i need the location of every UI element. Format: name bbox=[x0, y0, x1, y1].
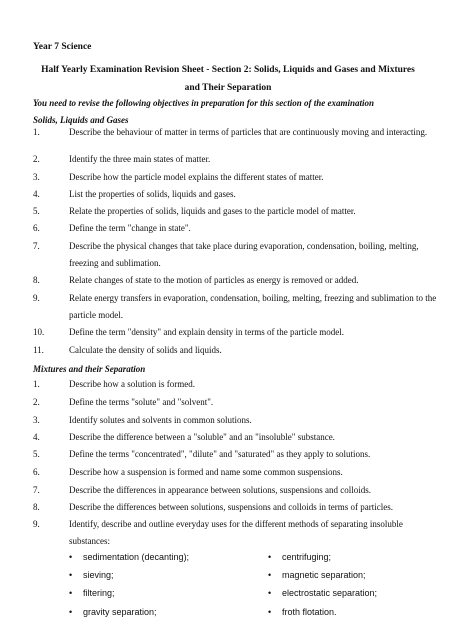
item-text: Define the terms "solute" and "solvent". bbox=[69, 397, 214, 407]
item-text: Describe how the particle model explains the different states of matter. bbox=[69, 172, 324, 182]
bullet-icon: • bbox=[268, 570, 272, 580]
item-number: 7. bbox=[33, 241, 40, 251]
bullet-text: sieving; bbox=[83, 570, 114, 580]
item-text: Define the term "change in state". bbox=[69, 223, 191, 233]
item-number: 3. bbox=[33, 415, 40, 425]
item-number: 9. bbox=[33, 293, 40, 303]
item-text: Identify solutes and solvents in common solutions. bbox=[69, 415, 252, 425]
item-number: 9. bbox=[33, 519, 40, 529]
item-number: 5. bbox=[33, 206, 40, 216]
item-text: Calculate the density of solids and liquids. bbox=[69, 345, 222, 355]
bullet-text: electrostatic separation; bbox=[282, 588, 378, 598]
item-text: Identify the three main states of matter. bbox=[69, 154, 211, 164]
item-text: Describe the behaviour of matter in terms of particles that are continuously moving and interacting. bbox=[69, 127, 428, 137]
item-text: List the properties of solids, liquids and gases. bbox=[69, 189, 236, 199]
item-text: Identify, describe and outline everyday uses for the different methods of separating insoluble substances: bbox=[69, 519, 403, 546]
bullet-icon: • bbox=[268, 552, 272, 562]
item-text: Define the term "density" and explain density in terms of the particle model. bbox=[69, 327, 345, 337]
item-number: 6. bbox=[33, 467, 40, 477]
item-number: 8. bbox=[33, 275, 40, 285]
item-number: 1. bbox=[33, 379, 40, 389]
bullet-icon: • bbox=[268, 588, 272, 598]
item-text: Relate the properties of solids, liquids and gases to the particle model of matter. bbox=[69, 206, 356, 216]
intro-text: You need to revise the following objectives in preparation for this section of the examination bbox=[33, 98, 375, 108]
bullet-icon: • bbox=[69, 570, 73, 580]
item-number: 10. bbox=[33, 327, 45, 337]
item-number: 7. bbox=[33, 485, 40, 495]
item-text: Relate energy transfers in evaporation, condensation, boiling, melting, freezing and sublimation to the particle model. bbox=[69, 293, 437, 320]
bullet-text: magnetic separation; bbox=[282, 570, 366, 580]
item-number: 2. bbox=[33, 397, 40, 407]
bullet-text: gravity separation; bbox=[83, 607, 157, 617]
item-number: 5. bbox=[33, 449, 40, 459]
item-number: 3. bbox=[33, 172, 40, 182]
item-text: Relate changes of state to the motion of particles as energy is removed or added. bbox=[69, 275, 359, 285]
bullet-icon: • bbox=[69, 552, 73, 562]
item-number: 8. bbox=[33, 502, 40, 512]
item-number: 4. bbox=[33, 189, 40, 199]
item-text: Describe the physical changes that take place during evaporation, condensation, boiling, melting, freezing and sublimation. bbox=[69, 241, 419, 268]
item-text: Describe how a suspension is formed and name some common suspensions. bbox=[69, 467, 343, 477]
item-text: Describe the difference between a "soluble" and an "insoluble" substance. bbox=[69, 432, 335, 442]
item-number: 1. bbox=[33, 127, 40, 137]
section-heading-states-of-matter: Solids, Liquids and Gases bbox=[33, 115, 129, 125]
item-text: Describe the differences between solutions, suspensions and colloids in terms of particles. bbox=[69, 502, 394, 512]
bullet-icon: • bbox=[69, 607, 73, 617]
bullet-text: sedimentation (decanting); bbox=[83, 552, 190, 562]
section-heading-mixtures: Mixtures and their Separation bbox=[33, 364, 146, 374]
bullet-text: filtering; bbox=[83, 588, 115, 598]
item-text: Describe the differences in appearance between solutions, suspensions and colloids. bbox=[69, 485, 371, 495]
bullet-text: froth flotation. bbox=[282, 607, 337, 617]
item-number: 6. bbox=[33, 223, 40, 233]
page-title: Half Yearly Examination Revision Sheet - Section 2: Solids, Liquids and Gases and Mixtures and Their Separation bbox=[41, 65, 415, 93]
item-number: 11. bbox=[33, 345, 44, 355]
bullet-icon: • bbox=[69, 588, 73, 598]
item-text: Describe how a solution is formed. bbox=[69, 379, 195, 389]
bullet-icon: • bbox=[268, 607, 272, 617]
bullet-text: centrifuging; bbox=[282, 552, 332, 562]
item-text: Define the terms "concentrated", "dilute" and "saturated" as they apply to solutions. bbox=[69, 449, 371, 459]
item-number: 4. bbox=[33, 432, 40, 442]
course-label: Year 7 Science bbox=[33, 42, 92, 52]
item-number: 2. bbox=[33, 154, 40, 164]
